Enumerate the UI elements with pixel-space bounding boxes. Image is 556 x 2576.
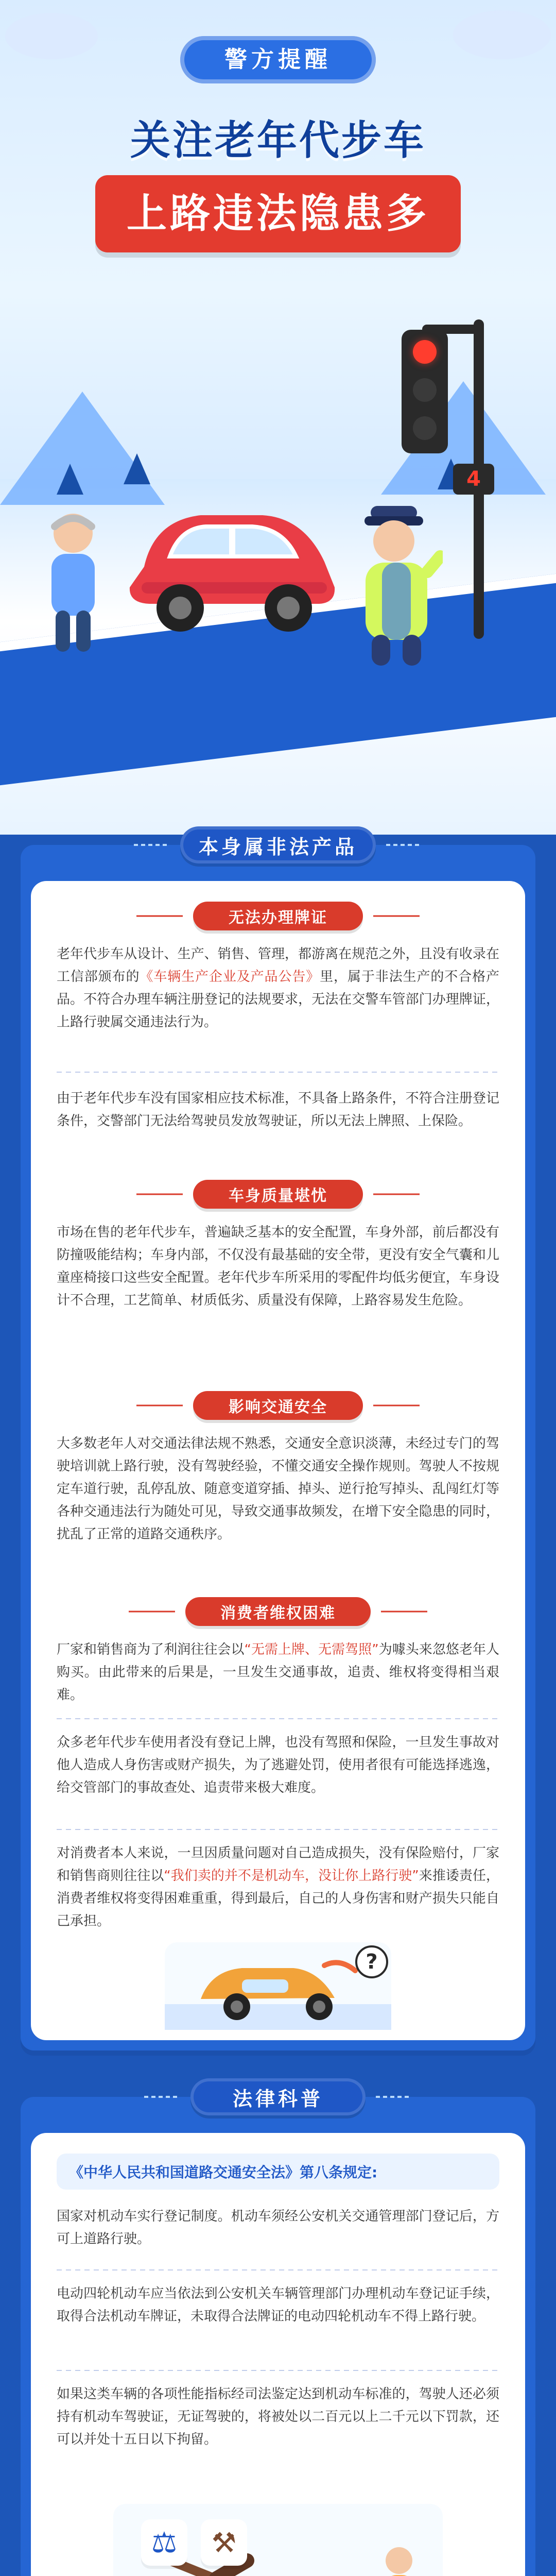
section-1-block-4-paragraph-3: 对消费者本人来说，一旦因质量问题对自己造成损失，没有保险赔付，厂家和销售商则往往以“我们卖的并不是机动车，没让你上路行驶”来推诿责任，消费者维权将变得困难重重，得到最后，自己的人身伤害和财产损失只能自己承担。 [57, 1845, 499, 1929]
section-1-block-1-tag [193, 902, 363, 930]
hero-headline-2-banner [95, 175, 461, 252]
section-2-panel [21, 2087, 535, 2576]
section-1-title: 本身属非法产品 [198, 835, 357, 858]
section-1-block-4-tag-text: 消费者维权困难 [220, 1604, 336, 1622]
tag-line-left [136, 1194, 183, 1195]
highlight-text: “我们卖的并不是机动车，没让你上路行驶” [164, 1868, 419, 1884]
section-2-paragraph-2: 电动四轮机动车应当依法到公安机关车辆管理部门办理机动车登记证手续，取得合法机动车牌证，未取得合法牌证的电动四轮机动车不得上路行驶。 [57, 2286, 499, 2324]
traffic-light-red [413, 340, 437, 364]
highlight-text: “无需上牌、无需驾照” [244, 1642, 379, 1657]
question-mark-icon: ? [355, 1945, 388, 1978]
law-heading-text: 《中华人民共和国道路交通安全法》第八条规定: [69, 2164, 378, 2181]
section-2-title-pill [190, 2078, 366, 2115]
hero [0, 0, 556, 835]
hero-elderly [31, 505, 113, 659]
section-2-illustration [113, 2504, 443, 2576]
section-1-divider-2 [57, 1718, 499, 1719]
traffic-light-counter [453, 464, 494, 495]
section-1-block-1-tag-text: 无法办理牌证 [229, 909, 327, 927]
section-1-divider-1 [57, 1072, 499, 1073]
highlight-text: 《车辆生产企业及产品公告》 [140, 969, 320, 985]
section-2-paragraph-1: 国家对机动车实行登记制度。机动车须经公安机关交通管理部门登记后，方可上道路行驶。 [57, 2209, 499, 2247]
hero-car [108, 479, 355, 634]
tag-line-right [373, 916, 420, 917]
traffic-light-counter-text: 4 [466, 467, 481, 491]
section-1-block-3-tag [193, 1391, 363, 1420]
traffic-light-green [413, 416, 437, 440]
tag-line-right [373, 1405, 420, 1406]
tag-line-right [373, 1194, 420, 1195]
section-2-title: 法律科普 [232, 2087, 323, 2110]
section-1-block-2-tag-text: 车身质量堪忧 [229, 1187, 327, 1205]
section-1-panel [21, 835, 535, 2050]
tree-1 [57, 464, 83, 495]
gavel-icon: ⚒ [201, 2519, 247, 2566]
scale-icon: ⚖ [141, 2519, 187, 2566]
section-1-card [31, 881, 525, 2040]
title-dots-right [386, 844, 422, 846]
section-1-block-3-paragraph-1: 大多数老年人对交通法律法规不熟悉，交通安全意识淡薄，未经过专门的驾驶培训就上路行驶，没有驾驶经验，不懂交通安全操作规则。驾驶人不按规定车道行驶，乱停乱放、随意变道穿插、掉头、逆行抢写掉头、乱闯红灯等各种交通违法行为随处可见，导致交通事故频发，在增下安全隐患的同时，扰乱了正常的道路交通秩序。 [57, 1436, 499, 1542]
hero-headline-2: 上路违法隐患多 [126, 191, 429, 237]
section-1-illustration [165, 1942, 391, 2030]
section-2-card [31, 2133, 525, 2576]
section-1-block-4-paragraph-1: 厂家和销售商为了利润往往会以“无需上牌、无需驾照”为噱头来忽悠老年人购买。由此带来的后果是，一旦发生交通事故，追责、维权将变得相当艰难。 [57, 1642, 499, 1703]
title-dots-left [144, 2096, 180, 2098]
section-1-title-pill [180, 826, 376, 863]
traffic-light-box [402, 330, 448, 453]
title-dots-right [376, 2096, 412, 2098]
section-2-divider-1 [57, 2269, 499, 2270]
section-1-block-1-paragraph-2: 由于老年代步车没有国家相应技术标准，不具备上路条件，不符合注册登记条件，交警部门无法给驾驶员发放驾驶证，所以无法上牌照、上保险。 [57, 1091, 499, 1129]
section-1-block-4-paragraph-2: 众多老年代步车使用者没有登记上牌，也没有驾照和保险，一旦发生事故对他人造成人身伤害或财产损失，为了逃避处罚，使用者很有可能选择逃逸，给交管部门的事故查处、追责带来极大难度。 [57, 1735, 499, 1795]
section-1-block-3-tag-text: 影响交通安全 [229, 1398, 327, 1416]
section-1-block-2-paragraph-1: 市场在售的老年代步车，普遍缺乏基本的安全配置，车身外部，前后都没有防撞吸能结构；车身内部，不仅没有最基础的安全带，更没有安全气囊和儿童座椅接口这些安全配置。老年代步车所采用的零配件均低劣便宜，车身设计不合理，工艺简单、材质低劣、质量没有保障，上路容易发生危险。 [57, 1225, 499, 1308]
cloud-right [453, 10, 551, 59]
section-1-block-2-tag [193, 1180, 363, 1209]
traffic-light-yellow [413, 378, 437, 402]
hero-police [335, 495, 443, 670]
cloud-left [5, 13, 98, 59]
tag-line-left [136, 1405, 183, 1406]
section-2-paragraph-3: 如果这类车辆的各项性能指标经司法鉴定达到机动车标准的，驾驶人还必须持有机动车驾驶证，无证驾驶的，将被处以二百元以上二千元以下罚款，还可以并处十五日以下拘留。 [57, 2386, 499, 2447]
tag-line-left [129, 1611, 175, 1613]
section-1-block-1-paragraph-1: 老年代步车从设计、生产、销售、管理，都游离在规范之外，且没有收录在工信部颁布的《车辆生产企业及产品公告》里，属于非法生产的不合格产品。不符合办理车辆注册登记的法规要求，无法在交警车管部门办理牌证，上路行驶属交通违法行为。 [57, 946, 499, 1030]
title-dots-left [134, 844, 170, 846]
hero-badge-text: 警方提醒 [224, 46, 332, 73]
hero-badge [180, 36, 376, 83]
section-1-divider-3 [57, 1829, 499, 1830]
hero-headline-1: 关注老年代步车 [130, 117, 426, 164]
law-heading [57, 2154, 499, 2190]
section-2-divider-2 [57, 2370, 499, 2371]
tag-line-right [381, 1611, 427, 1613]
tag-line-left [136, 916, 183, 917]
section-1-block-4-tag [185, 1597, 371, 1626]
